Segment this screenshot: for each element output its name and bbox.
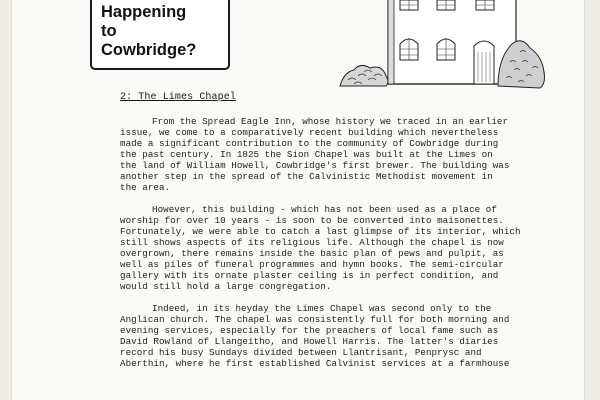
text-line: From the Spread Eagle Inn, whose history we traced in an earlier	[152, 116, 509, 127]
text-line: evening services, especially for the preachers of local fame such as	[120, 325, 499, 336]
text-line: the area.	[120, 182, 171, 193]
text-line: would still hold a large congregation.	[120, 281, 332, 292]
text-line: overgrown, there remains inside the basic plan of pews and pulpit, as	[120, 248, 504, 259]
text-line: Aberthin, where he first established Calvinist services at a farmhouse	[120, 358, 510, 369]
text-line: another step in the spread of the Calvinistic Methodist movement in	[120, 171, 493, 182]
text-line: the past century. In 1825 the Sion Chapel was built at the Limes on	[120, 149, 493, 160]
text-line: worship for over 10 years - is soon to be converted into maisonettes.	[120, 215, 504, 226]
paragraph-1	[120, 116, 548, 193]
title-line-2: to	[101, 22, 117, 40]
title-line-1: Happening	[101, 3, 187, 21]
paragraph-3	[120, 303, 548, 369]
text-line: Indeed, in its heyday the Limes Chapel was second only to the	[152, 303, 492, 314]
article-body	[120, 116, 548, 380]
text-line: record his busy Sundays divided between Llantrisant, Penprysc and	[120, 347, 482, 358]
paragraph-2	[120, 204, 548, 292]
text-line: Fortunately, we were able to catch a last glimpse of its interior, which	[120, 226, 521, 237]
text-line: David Rowland of Llangeitho, and Howell Harris. The latter's diaries	[120, 336, 499, 347]
text-line: However, this building - which has not been used as a place of	[152, 204, 497, 215]
text-line: well as piles of funeral programmes and hymn books. The semi-circular	[120, 259, 504, 270]
chapel-building-drawing-icon	[240, 0, 584, 92]
section-heading: 2: The Limes Chapel	[120, 92, 236, 103]
text-line: gallery with its ornate plaster ceiling is in perfect condition, and	[120, 270, 499, 281]
text-line: still shows aspects of its religious life. Although the chapel is now	[120, 237, 504, 248]
newsletter-page	[12, 0, 584, 400]
text-line: the land of William Howell, Cowbridge's first brewer. The building was	[120, 160, 510, 171]
title-box	[90, 0, 230, 70]
text-line: issue, we come to a comparatively recent building which nevertheless	[120, 127, 499, 138]
text-line: made a significant contribution to the community of Cowbridge during	[120, 138, 499, 149]
title-line-3: Cowbridge?	[101, 41, 197, 59]
text-line: Anglican church. The chapel was consistently full for both morning and	[120, 314, 510, 325]
